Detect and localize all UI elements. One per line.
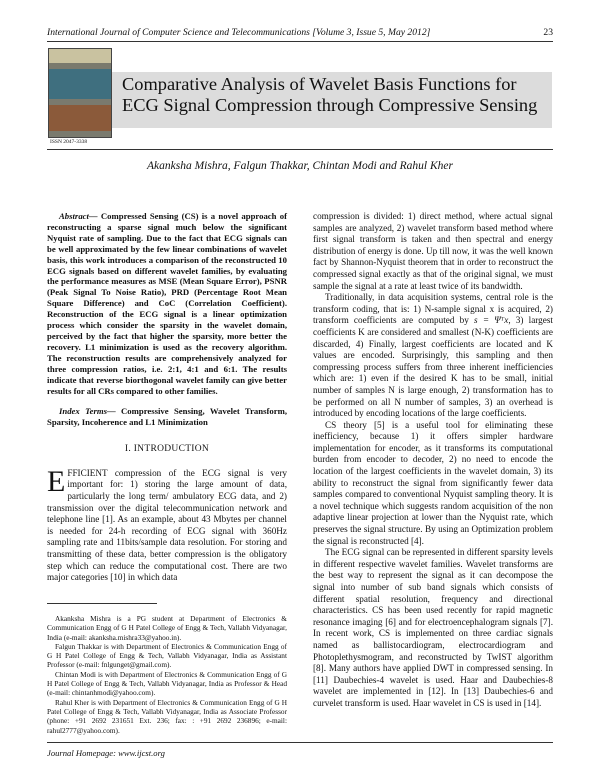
footnote-2: Falgun Thakkar is with Department of Electronics & Communication Engg of G H Patel College of Engg & Tech, Vallabh Vidyanagar, India as Assistant Professor (e-mail: fnlgunget@gmail.com). [47, 641, 287, 670]
footnote-1: Akanksha Mishra is a PG student at Department of Electronics & Communication Engg of G H Patel College of Engg & Tech, Vallabh Vidyanagar, India (e-mail: akanksha.mishra33@yahoo.in). [47, 614, 287, 642]
title-rule [47, 149, 553, 150]
drop-cap: E [47, 464, 66, 498]
index-terms [47, 406, 287, 428]
journal-homepage: Journal Homepage: www.ijcst.org [47, 748, 165, 758]
author-list: Akanksha Mishra, Falgun Thakkar, Chintan Modi and Rahul Kher [146, 160, 453, 172]
intro-paragraph [47, 464, 287, 584]
paper-title-line-1: Comparative Analysis of Wavelet Basis Functions for [122, 74, 517, 94]
section-heading-introduction: I. INTRODUCTION [124, 444, 210, 455]
index-terms-text: Compressive Sensing, Wavelet Transform, Sparsity, Incoherence and L1 Minimization [47, 406, 287, 428]
paper-title-line-2: ECG Signal Compression through Compressive Sensing [122, 95, 538, 115]
abstract-text: Compressed Sensing (CS) is a novel approach of reconstructing a sparse signal much below the significant Nyquist rate of sampling. Due to the fact that ECG signals can be well approximated by the few linear combinations of wavelet basis, this work introduces a comparison of the reconstructed 10 ECG signals based on different wavelet families, by evaluating the performance measures as MSE (Mean Square Error), PSNR (Peak Signal To Noise Ratio), PRD (Percentage Root Mean Square Difference) and CoC (Correlation Coefficient). Reconstruction of the ECG signal is a linear optimization process which consider the sparsity in the wavelet domain, perceived by the fact that higher the sparsity, more better the recovery. L1 minimization is used as the recovery algorithm. The reconstruction results are comprehensively analyzed for three compression ratios, i.e. 2:1, 4:1 and 6:1. The results indicate that reverse biorthogonal wavelet family can give better results for all CRs compared to other families. [47, 211, 287, 396]
left-column [47, 211, 287, 584]
page-number: 23 [543, 27, 553, 38]
paper-title [122, 74, 552, 116]
index-terms-label: Index Terms— [59, 406, 116, 417]
right-column [313, 211, 553, 710]
abstract [47, 211, 287, 396]
body-paragraph-4: The ECG signal can be represented in different sparsity levels in different respective wavelet families. Wavelet transforms are the best way to represent the signal as it can decompose the signal into number of sub band signals which consists of different spatial resolution, frequency and directional characteristics. CS has been used recently for rapid magnetic resonance imaging [6] and for electroencephalogram signals [7]. In recent work, CS is implemented on three cardiac signals named as ballistocardiogram, electrocardiogram and Photoplethysmogram, and reconstructed by TwIST algorithm [8]. Many authors have applied DWT in compressed sensing. In [11] Daubechies-4 wavelet is used. Haar and Daubechies-8 wavelet are implemented in [12]. In [13] Daubechies-6 and curvelet transform is used. Haar wavelet in CS is used in [14]. [313, 547, 553, 708]
footnote-4: Rahul Kher is with Department of Electronics & Communication Engg of G H Patel College of Engg & Tech, Vallabh Vidyanagar, India as Associate Professor (phone: +91 2692 231651 Ext. 236; fax: : +91 2692 236896; e-mail: rahul2777@yahoo.com). [47, 697, 287, 735]
author-footnotes [47, 614, 287, 735]
body-paragraph-1: compression is divided: 1) direct method, where actual signal samples are analyzed, 2) wavelet transform based method where first signal transform is taken and then spectral and energy distribution of energy is done. Up till now, it was the well known fact by Shannon-Nyquist theorem that in order to reconstruct the compressed signal exactly as that of the original signal, we must sample the signal at a rate at least twice of its bandwidth. [313, 211, 553, 291]
intro-text: FFICIENT compression of the ECG signal is very important for: 1) storing the large amount of data, particularly the long term/ ambulatory ECG data, and 2) transmission over the digital telecommunication network and telephone line [1]. As an example, about 43 Mbytes per channel is needed for 24-h recording of ECG signal with 360Hz sampling rate and 11bits/sample data resolution. For storing and transmitting of these data, better compression is the obligatory step which can reduce the computational cost. There are two major categories [10] in which data [47, 467, 287, 583]
footer-rule [47, 742, 553, 743]
body-paragraph-3: CS theory [5] is a useful tool for eliminating these inefficiency, because 1) it offers simpler hardware implementation for encoder, as it transforms its computational burden from encoder to decoder, 2) no need to encode the location of the largest coefficients in the wavelet domain, 3) its ability to reconstruct the signal from significantly fewer data samples compared to conventional Nyquist sampling theory. It is a novel technique which suggests random acquisition of the non adaptive linear projection at lower than the Nyquist rate, which preserves the signal structure. By using an Optimization problem the signal is reconstructed [4]. [313, 419, 553, 546]
header-rule [47, 41, 553, 42]
journal-header: International Journal of Computer Science and Telecommunications [Volume 3, Issue 5, May 2012] [47, 27, 431, 38]
issn-label: ISSN 2047-3338 [50, 139, 88, 145]
transform-equation: s = Ψᵀx [474, 315, 509, 326]
footnote-3: Chintan Modi is with Department of Electronics & Communication Engg of G H Patel College of Engg & Tech, Vallabh Vidyanagar, India as Professor & Head (e-mail: chintanhmodi@yahoo.com). [47, 669, 287, 698]
body-paragraph-2-end: , 3) largest coefficients K are considered and smallest (N-K) coefficients are discarded, 4) Finally, largest coefficients are located and K values are encoded. Surprisingly, this sampling and then compressing process suffers from three inherent inefficiencies which are: 1) even if the desired K has to be small, initial number of samples N is large enough, 2) transformation has to be performed on all N number of samples, 3) an overhead is introduced by encoding locations of the large coefficients. [313, 315, 553, 419]
body-paragraph-2 [313, 292, 553, 420]
journal-cover-thumbnail [48, 48, 112, 138]
body-paragraph-2-start: Traditionally, in data acquisition systems, central role is the transform coding, that is: 1) N-sample signal x is acquired, 2) transform coefficients are computed by [313, 292, 553, 326]
abstract-label: Abstract— [59, 211, 98, 221]
footnote-rule [47, 603, 157, 604]
